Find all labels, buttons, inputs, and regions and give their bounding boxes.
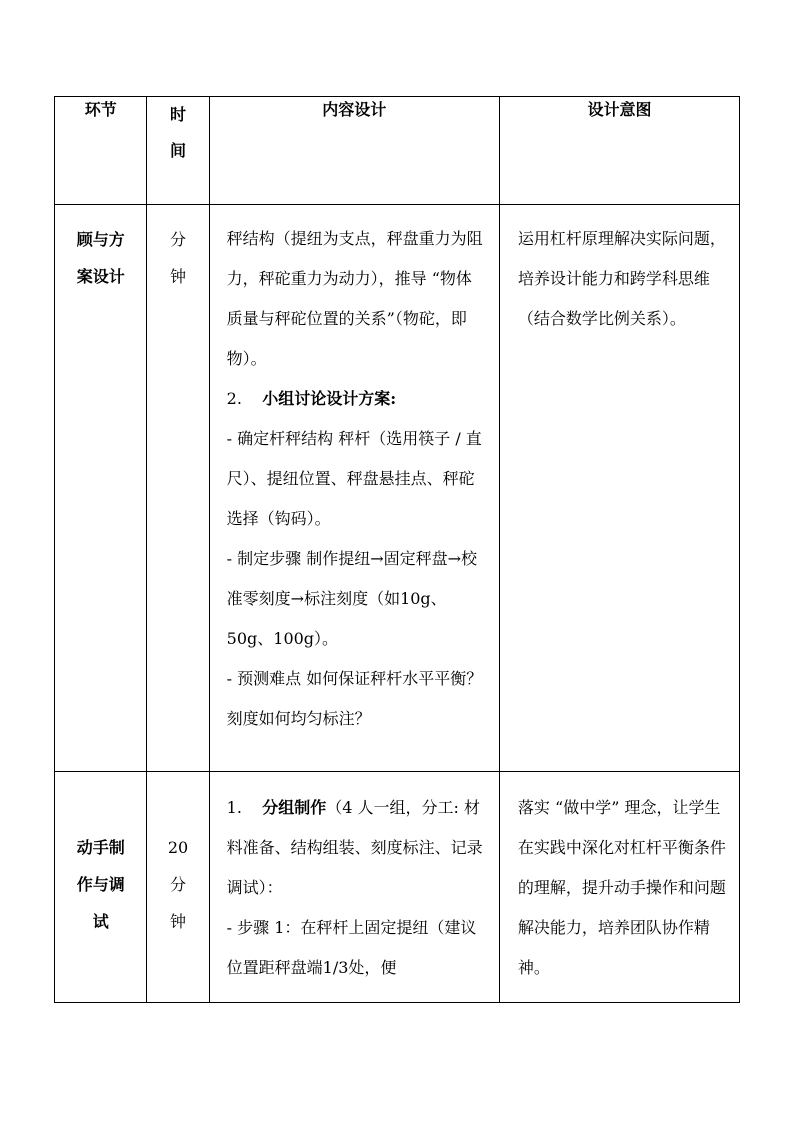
header-intent: 设计意图	[499, 97, 739, 205]
stage-cell	[55, 772, 147, 1003]
item-title: 分组制作	[262, 798, 327, 817]
intent-text: 落实 “做中学” 理念，让学生在实践中深化对杠杆平衡条件的理解，提升动手操作和问题解决能力，培养团队协作精神。	[517, 798, 726, 977]
header-time-char-1: 时	[170, 105, 187, 124]
content-cell	[209, 205, 499, 772]
stage-line: 动手制	[76, 838, 125, 857]
time-line: 20	[167, 838, 189, 857]
time-line: 分	[170, 875, 187, 894]
time-line: 钟	[170, 912, 187, 931]
intent-text: 运用杠杆原理解决实际问题，培养设计能力和跨学科思维（结合数学比例关系）。	[517, 229, 726, 328]
item-number: 2.	[226, 389, 242, 408]
time-line: 分	[170, 230, 187, 249]
content-heading	[227, 379, 487, 419]
stage-line: 案设计	[76, 267, 125, 286]
content-paragraph: 秤结构（提纽为支点，秤盘重力为阻力，秤砣重力为动力），推导 “物体质量与秤砣位置的关系”（物砣，即物）。	[226, 229, 483, 368]
header-stage: 环节	[55, 97, 147, 205]
table-row	[55, 772, 740, 1003]
time-line: 钟	[170, 267, 187, 286]
stage-line: 顾与方	[76, 230, 125, 249]
time-cell	[147, 205, 209, 772]
content-bullet: - 步骤 1：在秤杆上固定提纽（建议位置距秤盘端1/3处，便	[226, 918, 477, 977]
header-content: 内容设计	[209, 97, 499, 205]
content-bullet: - 预测难点 如何保证秤杆水平平衡？刻度如何均匀标注？	[226, 669, 483, 728]
lesson-plan-table	[54, 96, 740, 1003]
item-number: 1.	[226, 798, 242, 817]
content-bullet: - 确定杆秤结构 秤杆（选用筷子 / 直尺）、提纽位置、秤盘悬挂点、秤砣选择（钩码）。	[226, 429, 482, 528]
stage-line: 作与调	[76, 875, 125, 894]
stage-cell	[55, 205, 147, 772]
header-time-char-2: 间	[170, 141, 187, 160]
intent-cell	[499, 772, 739, 1003]
table-row	[55, 205, 740, 772]
content-cell	[209, 772, 499, 1003]
content-bullet: - 制定步骤 制作提纽→固定秤盘→校准零刻度→标注刻度（如10g、50g、100g）。	[226, 549, 478, 648]
content-heading	[227, 788, 487, 908]
item-title: 小组讨论设计方案:	[262, 389, 397, 408]
table-header-row	[55, 97, 740, 205]
item-text: （4 人一组，分工: 材料准备、结构组装、刻度标注、记录调试）：	[226, 798, 483, 897]
stage-line: 试	[92, 912, 109, 931]
header-time	[147, 97, 209, 205]
intent-cell	[499, 205, 739, 772]
time-cell	[147, 772, 209, 1003]
